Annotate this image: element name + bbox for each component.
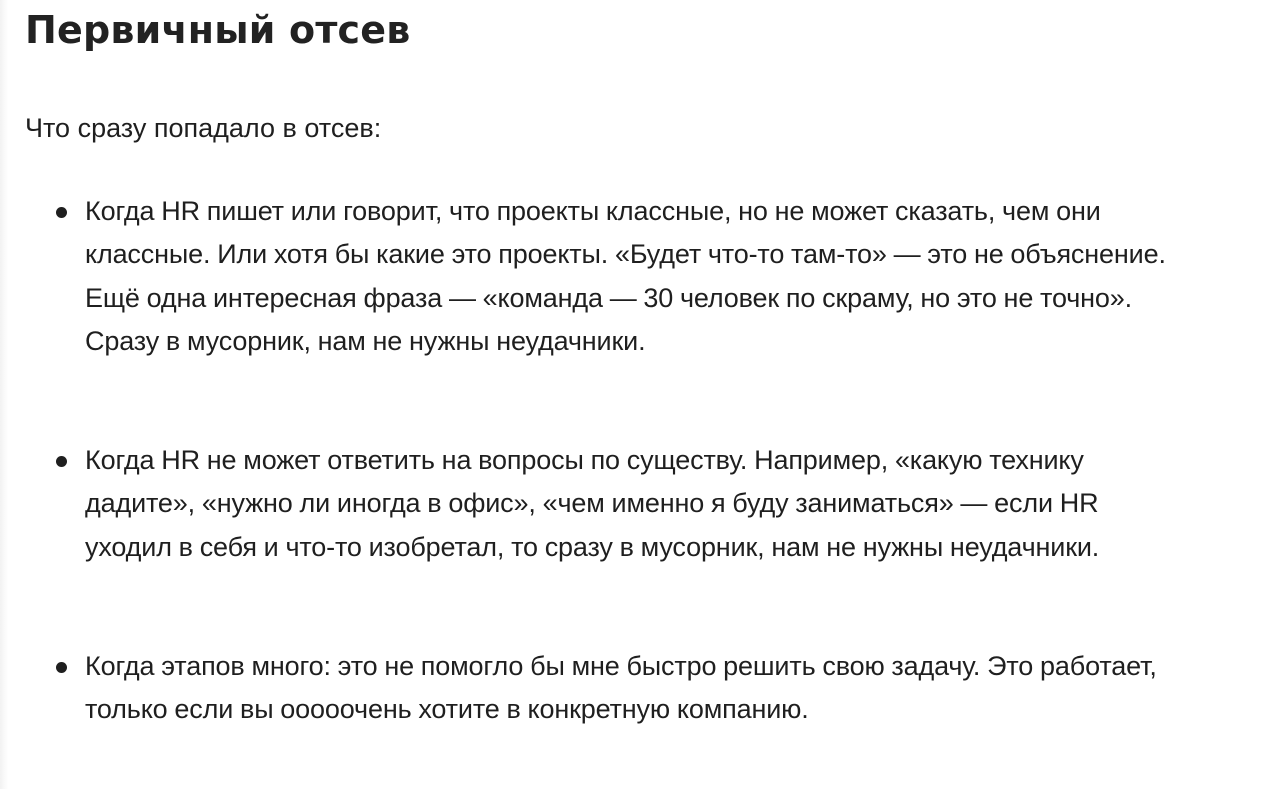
text-line: Сразу в мусорник, нам не нужны неудачники. <box>85 325 646 356</box>
text-line: уходил в себя и что-то изобретал, то сразу в мусорник, нам не нужны неудачники. <box>85 531 1100 562</box>
list-item-text <box>85 645 1270 732</box>
section-heading: Первичный отсев <box>25 8 411 52</box>
bullet-icon <box>56 207 67 218</box>
text-line: Ещё одна интересная фраза — «команда — 30 человек по скраму, но это не точно». <box>85 282 1132 313</box>
text-line: Когда этапов много: это не помогло бы мне быстро решить свою задачу. Это работает, <box>85 651 1157 681</box>
bullet-icon <box>56 662 67 673</box>
page-left-edge <box>0 0 8 789</box>
intro-text: Что сразу попадало в отсев: <box>25 113 382 143</box>
text-line: только если вы ооооочень хотите в конкретную компанию. <box>85 694 809 725</box>
text-line: дадите», «нужно ли иногда в офис», «чем именно я буду заниматься» — если HR <box>85 488 1099 519</box>
list-item-text <box>85 190 1270 363</box>
bullet-icon <box>56 456 67 467</box>
text-line: Когда HR не может ответить на вопросы по существу. Например, «какую технику <box>85 445 1084 475</box>
text-line: классные. Или хотя бы какие это проекты. «Будет что-то там-то» — это не объяснение. <box>85 239 1166 270</box>
list-item-text <box>85 439 1270 569</box>
text-line: Когда HR пишет или говорит, что проекты классные, но не может сказать, чем они <box>85 196 1101 226</box>
